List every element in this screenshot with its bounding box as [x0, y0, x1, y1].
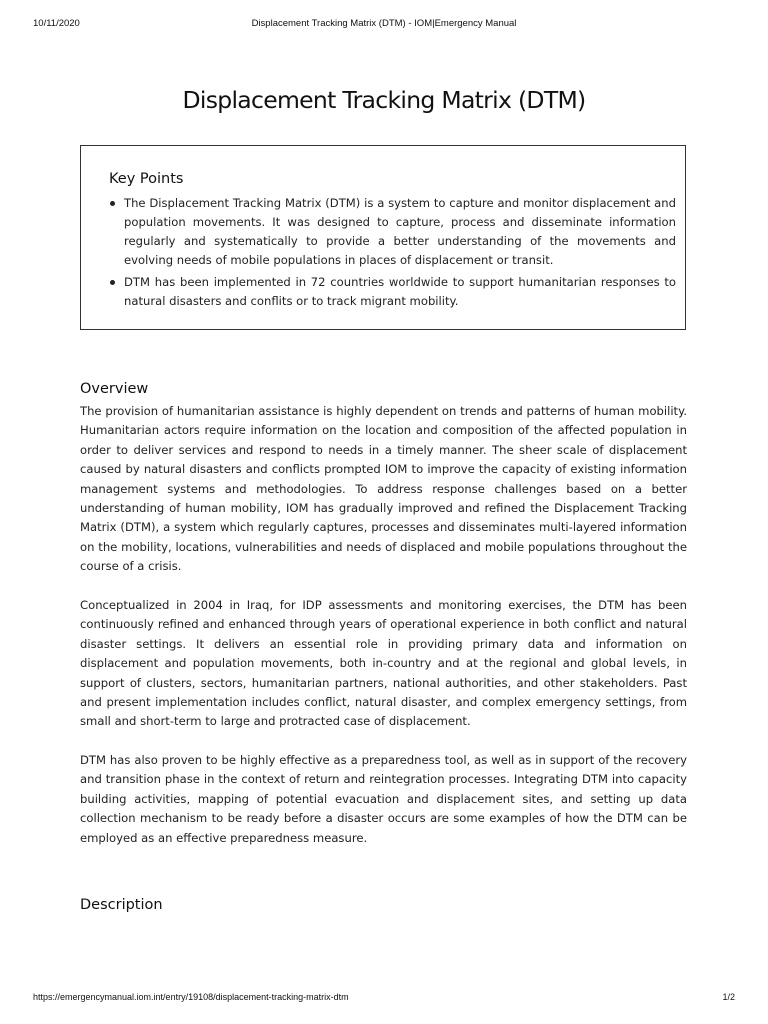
key-point-item: DTM has been implemented in 72 countries worldwide to support humanitarian responses to natural disasters and conflits or to track migrant mobility. [124, 273, 676, 311]
overview-heading: Overview [80, 381, 149, 397]
print-doc-title: Displacement Tracking Matrix (DTM) - IOM|Emergency Manual [251, 18, 517, 29]
key-point-item: The Displacement Tracking Matrix (DTM) is a system to capture and monitor displacement and population movements. It was designed to capture, process and disseminate information regularly and systematically to provide a better understanding of the movements and evolving needs of mobile populations in places of displacement or transit. [124, 194, 676, 270]
overview-paragraph: The provision of humanitarian assistance is highly dependent on trends and patterns of human mobility. Humanitarian actors require information on the location and composition of the affected population in order to deliver services and respond to needs in a timely manner. The sheer scale of displacement caused by natural disasters and conflicts prompted IOM to improve the capacity of existing information management systems and methodologies. To address response challenges based on a better understanding of human mobility, IOM has gradually improved and refined the Displacement Tracking Matrix (DTM), a system which regularly captures, processes and disseminates multi-layered information on the mobility, locations, vulnerabilities and needs of displaced and mobile populations throughout the course of a crisis. [80, 404, 687, 574]
key-points-list [109, 194, 676, 314]
key-points-box [80, 145, 686, 330]
description-heading: Description [80, 897, 163, 913]
page-number: 1/2 [722, 992, 735, 1002]
key-points-heading: Key Points [109, 171, 184, 187]
overview-paragraph: DTM has also proven to be highly effective as a preparedness tool, as well as in support of the recovery and transition phase in the context of return and reintegration processes. Integrating DTM into capacity building activities, mapping of potential evacuation and displacement sites, and setting up data collection mechanism to be ready before a disaster occurs are some examples of how the DTM can be employed as an effective preparedness measure. [80, 753, 687, 845]
overview-paragraph: Conceptualized in 2004 in Iraq, for IDP assessments and monitoring exercises, the DTM has been continuously refined and enhanced through years of operational experience in both conflict and natural disaster settings. It delivers an essential role in providing primary data and information on displacement and population movements, both in-country and at the regional and global levels, in support of clusters, sectors, humanitarian partners, national authorities, and other stakeholders. Past and present implementation includes conflict, natural disaster, and complex emergency settings, from small and short-term to large and protracted case of displacement. [80, 598, 687, 729]
page-url-link[interactable]: https://emergencymanual.iom.int/entry/19108/displacement-tracking-matrix-dtm [33, 992, 349, 1002]
print-date: 10/11/2020 [33, 18, 80, 29]
page-title: Displacement Tracking Matrix (DTM) [182, 86, 586, 114]
